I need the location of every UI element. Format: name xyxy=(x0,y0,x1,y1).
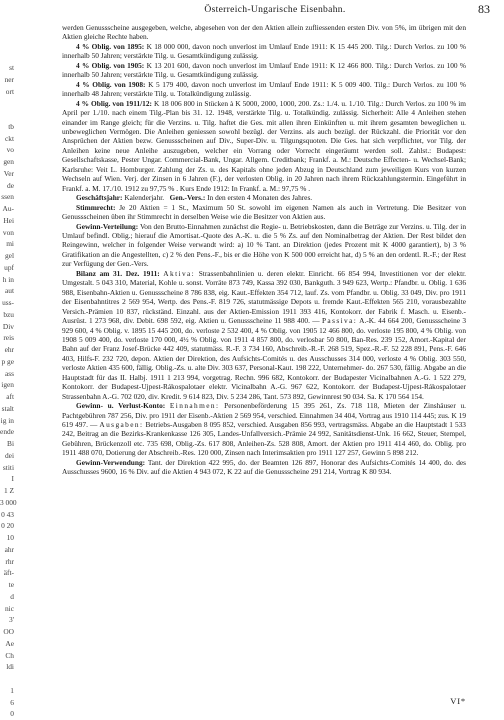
margin-fragment: von xyxy=(2,227,14,237)
margin-fragment: ahr xyxy=(4,544,14,554)
margin-fragment: ende xyxy=(0,427,14,437)
margin-fragment: Ae xyxy=(5,638,14,648)
margin-fragment: Au- xyxy=(2,204,14,213)
page-number: 83 xyxy=(478,2,490,16)
margin-fragment xyxy=(0,109,14,121)
margin-fragment: Hei xyxy=(3,215,14,225)
margin-fragment: bzu xyxy=(3,309,14,319)
oblig-1908-paragraph xyxy=(62,80,466,99)
bilanz-passiva-text: A.-K. 44 664 200, Genussscheine 3 929 600, 4 % Oblig. v. 1895 15 445 200, do. verloste 2 532 400, 4 % Oblig. von 1905 12 466 800, do. verloste 195 800, 4 % Oblig. von 1908 5 009 400, do. verloste 170 000, 4½ % Oblig. von 1911 4 857 800, do. verlosbar 50 800, Ban-Res. 239 152, Amort.-Kapital der Bahn auf der Franz Josef-Brücke 442 409, statutmäss. R.-F. 3 734 160, Abschreib.-R.-F. 268 519, Spez.-R.-F. 52 228 891, Pens.-F. 646 403, Hilfs-F. 232 720, depon. Aktien der Direktion, des Aufsichts-Comités u. des Ausschusses 314 000, verloste 4 % Oblig. 303 550, verloste Aktien 435 600, fällig. Oblig.-Zs. u. alte Div. 303 637, Personal-Kaut. 198 222, Unternehmer- do. 267 530, fällig. Abgabe an die Hauptstadt für das II. Halbj. 1911 1 213 994, vorgetrag. Rechn. 996 682, Kontokorr. der Budapester Vicinalbahnen A.-G. 1 522 279, Kontokorr. der Budapest-Ujpest-Rákospalotaer elektr. Vicinalbahn A.-G. 967 622, Kontokorr. der Budapest-Ujpest-Rákospalotaer Strassenbahn A.-G. 702 020, div. Kredit. 9 614 823, Div. 5 234 286, Tant. 573 892, Gewinnrest 90 034. Sa. K 170 564 154. xyxy=(62,316,466,401)
margin-fragment: OO xyxy=(3,627,14,636)
oblig-1895-paragraph xyxy=(62,42,466,61)
margin-fragment: dei xyxy=(4,450,14,460)
intro-paragraph: werden Genussscheine ausgegeben, welche, abgesehen von der den Aktien allein zufliessenden ersten Div. von 5%, im übrigen mit den Aktien gleiche Rechte haben. xyxy=(62,23,466,42)
margin-fragment: 0 20 xyxy=(1,521,14,531)
oblig-1895-label: 4 % Oblig. von 1895: xyxy=(76,41,145,51)
margin-fragment: reis xyxy=(3,333,14,343)
margin-fragment: I xyxy=(11,474,14,484)
oblig-1908-text: K 5 179 400, davon noch unverlost im Umlauf Ende 1911: K 5 009 400. Tilg.: Durch Verlos. zu 100 % innerhalb 48 Jahren; verstärkte Tilg. u. Totalkündigung zulässig. xyxy=(62,79,466,99)
margin-fragment: aft xyxy=(6,392,14,401)
margin-fragment: ort xyxy=(5,86,14,96)
margin-fragment: rhr xyxy=(5,556,14,566)
margin-fragment: ckt xyxy=(4,133,14,143)
margin-fragment: aut xyxy=(4,286,14,296)
oblig-1905-paragraph xyxy=(62,61,466,80)
oblig-1905-text: K 13 201 600, davon noch unverlost im Umlauf Ende 1911: K 12 466 800. Tilg.: Durch Verlos. zu 100 % innerhalb 50 Jahren; verstärkte Tilg. u. Gesamtkündigung zulässig. xyxy=(62,60,466,80)
oblig-1911-label: 4 % Oblig. von 1911/12: xyxy=(76,98,152,108)
margin-fragment: vo xyxy=(6,145,14,155)
margin-fragment: Ver xyxy=(3,168,14,178)
oblig-1911-text: K 18 006 800 in Stücken à K 5000, 2000, 1000, 200. Zs.: 1./4. u. 1./10. Tilg.: Durch Verlos. zu 100 % im April per 1./10. nach einem Tilg.-Plan bis 31. 12. 1948, verstärkte Tilg. u. Totalkündig. zulässig. Sicherheit: Alle 4 Anleihen stehen einander im Range gleich; für die Verzins. u. Tilg. haftet die Ges. mit allen ihren Einkünften u. mit ihrem gesamten beweglichen u. unbeweglichen Vermögen. Die Anleihen geniessen sowohl bezügl. der Verzins. als auch bezügl. der Rückzahl. die Priorität vor den Ansprüchen der Aktien bezw. Genussscheinen auf Div., Super-Div. u. Tilgungsquoten. Die Ges. hat sich verpflichtet, vor Tilg. der Anleihen keine neue Anleihe auszugeben, welcher ein Vorrang oder Vorrecht eingeräumt werden soll. Zahlst.: Budapest: Gesellschaftskasse, Pester Ungar. Commercial-Bank, Ungar. Allgem. Creditbank; Frankf. a. M.: Deutsche Effecten- u. Wechsel-Bank; Karlsruhe: Veit L. Homburger. Zahlung der Zs. u. des Kapitals ohne jeden Abzug in Deutschland zum jeweiligen Kurs von kurzen Wechseln auf Wien. Verj. der Zinsen in 6 Jahren (F.), der verlosten Oblig. in 20 Jahren nach ihrem Rückzahlungstermin. Eingeführt in Frankf. a. M. 17./10. 1912 zu 97,75 % . Kurs Ende 1912: In Frankf. a. M.: 97,75 % . xyxy=(62,98,466,193)
margin-fragment: d xyxy=(10,591,14,601)
guv-label: Gewinn- u. Verlust-Konto: xyxy=(76,401,166,411)
margin-fragment: upf xyxy=(4,262,14,272)
margin-fragment: 1 xyxy=(10,685,14,695)
oblig-1908-label: 4 % Oblig. von 1908: xyxy=(76,79,146,89)
stimmrecht-paragraph xyxy=(62,203,466,222)
margin-fragment: stiti xyxy=(2,462,14,472)
margin-fragment: nic xyxy=(4,603,14,613)
margin-fragment: 3 000 xyxy=(0,497,17,507)
gewinnverteilung-paragraph xyxy=(62,222,466,269)
gewinnverteilung-text: Von den Brutto-Einnahmen zunächst die Regie- u. Betriebskosten, dann die Beträge zur Verzins. u. Tilg. der in Umlauf befindl. Oblig.; hierauf die Amortisat.-Quote des A.-K. u. die 5 % Zs. auf den Nominalbetrag der Aktien. Der Rest bildet den Reingewinn, welcher in folgender Weise verwandt wird: a) 10 % Tant. an Direktion (jedes Prozent mit K 4000 garantiert), b) 3 % Gratifikation an die Angestellten, c) 2 % den Pens.-F., bis er die Höhe von K 500 000 erreicht hat, d) 5 % an den ordentl. R.-F.; der Rest zur Verfügung der Gen.-Vers. xyxy=(62,221,466,269)
margin-fragment: 10 xyxy=(6,533,14,542)
gewinnverwendung-label: Gewinn-Verwendung: xyxy=(76,457,146,467)
margin-fragment: 6 xyxy=(10,697,14,707)
bilanz-passiva-label: Passiva: xyxy=(321,316,358,326)
margin-fragment: Bi xyxy=(7,439,14,448)
margin-fragment xyxy=(0,97,14,109)
guv-einnahmen-text: Personenbeförderung 15 395 261, Zs. 718 118, Mieten der Zinshäuser u. Pachtgebühren 787 256, Div. pro 1911 der Eisenb.-Aktien 2 569 954, verschied. Einnahmen 34 404, Vortrag aus 1910 114 445; zus. K 19 619 497. — xyxy=(62,401,466,430)
margin-fragment: ner xyxy=(4,74,14,84)
margin-fragment: ig in xyxy=(0,415,14,425)
oblig-1895-text: K 18 000 000, davon noch unverlost im Umlauf Ende 1911: K 15 445 200. Tilg.: Durch Verlos. zu 100 % innerhalb 50 Jahren; verstärkte Tilg. u. Gesamtkündigung zulässig. xyxy=(62,41,466,61)
geschaeftsjahr-paragraph xyxy=(62,193,466,202)
margin-fragment: äft- xyxy=(3,568,14,578)
guv-paragraph xyxy=(62,401,466,458)
margin-fragment: uss- xyxy=(2,298,14,307)
margin-fragment: ssen xyxy=(1,192,14,202)
genvers-text: In den ersten 4 Monaten des Jahres. xyxy=(207,193,313,203)
guv-ausgaben-text: Betriebs-Ausgaben 8 095 852, verschied. Ausgaben 856 993, vertragsmäss. Abgabe an die Hauptstadt 1 533 242, Beitrag an die Bezirks-Krankenkasse 126 305, Landes-Unfallversich.-Prämie 24 992, Sanitätsdienst-Unk. 16 662, Steuer, Stempel, Gebühren, Brückenzoll etc. 735 698, Oblig.-Zs. 617 808, Anleihen-Zs. 528 808, Amort. der Aktien pro 1911 414 460, do. Oblig. pro 1911 488 070, Dotierung der Abschreib.-Res. 120 000, Zinsen nach Interimsaktien pro 1911 127 257, Gewinn 5 898 212. xyxy=(62,420,466,458)
margin-fragment: Div xyxy=(2,321,14,331)
margin-fragment: h in xyxy=(2,274,14,284)
geschaeftsjahr-text: Kalenderjahr. xyxy=(124,193,165,203)
margin-fragment xyxy=(0,673,14,685)
margin-fragment: ldi xyxy=(6,662,14,672)
genvers-label: Gen.-Vers.: xyxy=(169,193,206,203)
bilanz-aktiva-label: Aktiva: xyxy=(163,268,196,278)
body-text xyxy=(62,23,466,477)
stimmrecht-label: Stimmrecht: xyxy=(76,202,116,212)
margin-fragment: gen xyxy=(3,157,14,166)
margin-fragment: gel xyxy=(4,251,14,260)
gewinnverwendung-paragraph xyxy=(62,458,466,477)
oblig-1905-label: 4 % Oblig. von 1905: xyxy=(76,60,145,70)
bilanz-aktiva-text: Strassenbahnlinien u. deren elektr. Einricht. 66 854 994, Investitionen vor der elektr. Umgestalt. 5 043 310, Material, Kohle u. sonst. Vorräte 873 749, Kassa 392 030, Bankguth. 3 949 623, Wertp.: Pfandbr. u. Oblig. 1 636 988, Eisenbahn-Aktien u. Genussscheine 8 786 838, eig. Kaut.-Effekten 354 712, lauf. Zs. vom Pfandbr. u. Oblig. 33 049, Div. pro 1911 der Eisenbahntitres 2 569 954, Wertp. des Pens.-F. 819 726, statutmässige Depots u. fremde Kaut.-Effekten 565 210, vorausbezahlte Versich.-Prämien 10 837, rückständ. Einzahl. aus der Aktien-Emission 1911 393 416, Kontokorr. der Fabrik f. Masch. u. Eisenb.-Ausrüst. 1 273 968, div. Debit. 698 592, eig. Aktien u. Genussscheine 11 988 400. — xyxy=(62,268,466,326)
margin-fragment: st xyxy=(9,63,14,72)
gewinnverteilung-label: Gewinn-Verteilung: xyxy=(76,221,139,231)
gewinnverwendung-text: Tant. der Direktion 422 995, do. der Beamten 126 897, Honorar des Aufsichts-Comités 14 400, do. des Ausschusses 9600, 16 % Div. auf die Aktien 4 943 072, K 22 auf die Genussscheine 291 214, Vortrag K 80 934. xyxy=(62,457,466,477)
margin-fragment: p ge xyxy=(1,356,14,366)
guv-einnahmen-label: Einnahmen: xyxy=(169,401,220,411)
margin-fragment: stalt xyxy=(1,403,14,413)
left-margin-fragments xyxy=(0,62,17,719)
running-head xyxy=(60,4,490,20)
margin-fragment: 0 xyxy=(10,709,14,719)
margin-fragment: te xyxy=(8,580,14,589)
geschaeftsjahr-label: Geschäftsjahr: xyxy=(76,193,123,203)
margin-fragment: igen xyxy=(1,380,14,390)
guv-ausgaben-label: Ausgaben: xyxy=(99,420,144,430)
signature-mark: VI* xyxy=(450,696,466,706)
running-title: Österreich-Ungarische Eisenbahn. xyxy=(204,4,346,15)
margin-fragment: mi xyxy=(6,239,14,249)
margin-fragment: 3' xyxy=(8,615,14,625)
oblig-1911-paragraph xyxy=(62,99,466,194)
margin-fragment: 0 43 xyxy=(1,509,14,519)
margin-fragment: tb xyxy=(8,121,14,131)
bilanz-paragraph xyxy=(62,269,466,401)
margin-fragment: ass xyxy=(4,368,14,378)
margin-fragment: de xyxy=(7,180,14,190)
margin-fragment: ehr xyxy=(4,345,14,354)
margin-fragment: Ch xyxy=(5,650,14,660)
stimmrecht-text: Je 20 Aktien = 1 St., Maximum 50 St. sowohl im eigenen Namen als auch in Vertretung. Die Besitzer von Genussscheinen üben ihr Stimmrecht in derselben Weise wie die Besitzer von Aktien aus. xyxy=(62,202,466,222)
margin-fragment: 1 Z xyxy=(3,486,14,495)
bilanz-label: Bilanz am 31. Dez. 1911: xyxy=(76,268,160,278)
